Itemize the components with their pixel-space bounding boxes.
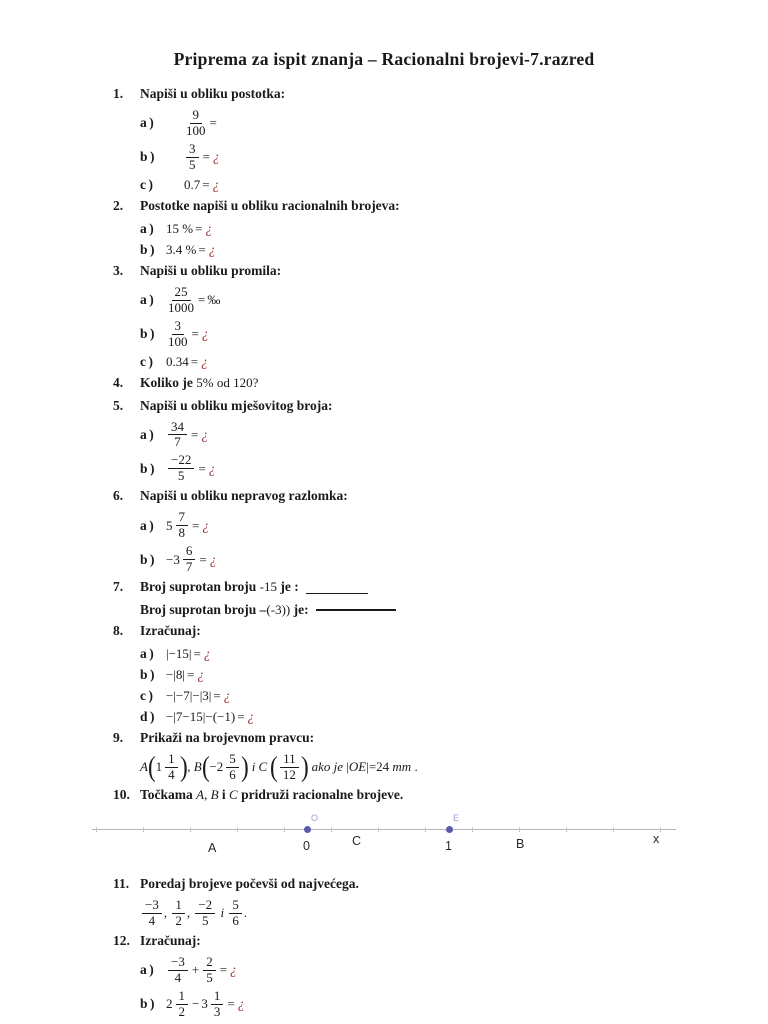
tick-mark: [190, 827, 191, 832]
mixed-number: [201, 988, 225, 1021]
unknown-mark: ¿: [208, 460, 216, 476]
math-expression: [140, 897, 247, 930]
problem-header: [113, 876, 738, 896]
denominator: 7: [185, 559, 193, 575]
text-run: Koliko je: [140, 374, 197, 390]
problem-header: [113, 86, 738, 106]
problem-text: [140, 488, 738, 504]
math-operator: =: [190, 353, 199, 369]
problem-number: 4.: [113, 374, 124, 390]
math-text: −|7−15|−(−1): [166, 709, 236, 724]
math-operator: +: [191, 962, 200, 978]
problem-item: [113, 730, 738, 784]
sub-item: [140, 543, 738, 576]
unknown-mark: ¿: [237, 996, 245, 1012]
text-run: Broj suprotan broju: [140, 579, 260, 594]
denominator: 8: [178, 525, 185, 541]
tick-mark: [143, 827, 144, 832]
problem-title-text: Izračunaj:: [140, 932, 201, 948]
numerator: −2: [195, 898, 215, 914]
math-text: .: [411, 759, 418, 775]
denominator: 4: [148, 912, 156, 928]
denominator: 5: [189, 156, 196, 172]
answer-blank: [306, 593, 368, 594]
whole-number: 5: [166, 517, 173, 533]
mixed-number: [166, 543, 197, 576]
sub-label: b): [140, 326, 158, 342]
math-operator: =: [192, 517, 200, 533]
math-variable: ako je: [308, 759, 347, 775]
mixed-number: [209, 751, 240, 784]
problem-item: [113, 398, 738, 486]
problem-header: [113, 263, 738, 283]
problem-text: [140, 86, 738, 102]
math-variable: mm: [392, 759, 412, 775]
problem-number: 12.: [113, 932, 130, 948]
problem-number: 2.: [113, 197, 124, 213]
math-expression: [166, 646, 211, 662]
problem-title-text: Prikaži na brojevnom pravcu:: [140, 730, 315, 745]
problem-number: 5.: [113, 397, 124, 413]
problem-item: [113, 787, 738, 807]
sub-item: [140, 419, 738, 452]
axis-letter-A: A: [208, 840, 217, 855]
math-expression: [184, 141, 220, 174]
problem-title-text: Poredaj brojeve počevši od najvećega.: [140, 875, 359, 891]
fraction: [168, 420, 187, 451]
unknown-mark: ¿: [247, 709, 255, 724]
math-operator: =: [199, 551, 207, 567]
open-paren: (: [201, 751, 210, 784]
tick-mark: [378, 827, 379, 832]
sub-item: [140, 600, 738, 620]
math-operator: =: [202, 176, 210, 192]
problem-text: [140, 398, 738, 414]
unknown-mark: ¿: [212, 176, 220, 192]
math-text: |=24: [366, 759, 393, 775]
math-operator: =: [198, 292, 206, 308]
numerator: 5: [229, 898, 242, 914]
sub-item: [140, 219, 738, 239]
sub-item: [140, 284, 738, 317]
math-operator: =: [195, 220, 203, 236]
numerator: 5: [226, 752, 239, 768]
math-text: ,: [163, 905, 171, 921]
fraction: [229, 898, 242, 929]
text-run: Točkama: [140, 786, 197, 802]
math-text: .: [243, 905, 248, 921]
sub-item: [140, 707, 738, 727]
math-expression: [166, 452, 215, 485]
sub-item: [140, 988, 738, 1021]
problem-item: [113, 933, 738, 1021]
denominator: 6: [229, 766, 236, 782]
math-text: 0.34: [166, 353, 189, 369]
numerator: 1: [172, 898, 185, 914]
mixed-number: [166, 509, 190, 542]
tick-mark: [331, 827, 332, 832]
problem-number: 9.: [113, 730, 124, 745]
problem-text: [140, 263, 738, 279]
math-expression: [166, 709, 254, 725]
problem-text: [140, 375, 738, 391]
tick-mark: [519, 827, 520, 832]
axis-number-0: 0: [303, 838, 310, 853]
problem-number: 11.: [113, 875, 130, 891]
sub-label: b): [140, 460, 158, 476]
math-operator: =: [209, 115, 217, 131]
problem-number: 10.: [113, 786, 130, 802]
math-operator: =: [202, 149, 210, 165]
sub-label: b): [140, 551, 158, 567]
tick-mark: [425, 827, 426, 832]
math-expression: [166, 242, 215, 258]
unknown-mark: ¿: [205, 220, 213, 236]
numerator: −3: [168, 955, 188, 971]
unknown-mark: ¿: [201, 326, 209, 342]
denominator: 5: [206, 969, 213, 985]
problem-text: [140, 933, 738, 949]
problem-number: 1.: [113, 86, 124, 101]
fraction: [168, 955, 188, 986]
math-operator: =: [193, 646, 201, 661]
fraction: [186, 108, 206, 139]
tick-mark: [613, 827, 614, 832]
problem-number: 8.: [113, 623, 124, 638]
problem-header: [113, 787, 738, 807]
math-expression: [166, 318, 209, 351]
problem-text: [140, 198, 738, 214]
sub-label: a): [140, 962, 157, 978]
unknown-mark: ¿: [202, 517, 210, 533]
sub-label: c): [140, 353, 156, 369]
sub-item: [140, 686, 738, 706]
math-text: |: [346, 759, 349, 775]
problem-item: [113, 263, 738, 372]
math-text: |−15|: [166, 646, 192, 661]
math-variable: A, B: [196, 786, 219, 802]
math-text: (-3)): [266, 602, 291, 617]
problem-header: [113, 488, 738, 508]
problem-text: [140, 730, 738, 746]
fraction: [211, 989, 224, 1020]
denominator: 4: [168, 766, 175, 782]
fraction: [168, 319, 188, 350]
problem-item: [113, 579, 738, 620]
denominator: 1000: [168, 299, 194, 315]
math-operator: =: [198, 460, 206, 476]
math-operator: =: [219, 962, 228, 978]
math-operator: =: [187, 667, 195, 682]
sub-item: [140, 240, 738, 260]
text-run: je :: [277, 579, 303, 594]
numerator: 1: [176, 989, 189, 1005]
numerator: 2: [203, 955, 216, 971]
numerator: 34: [168, 420, 187, 436]
parenthesized-group: [202, 751, 249, 784]
sub-label: a): [140, 646, 157, 661]
math-variable: i: [217, 905, 228, 921]
numerator: 6: [183, 544, 196, 560]
fraction: [176, 989, 189, 1020]
open-paren: (: [147, 751, 156, 784]
sub-label: b): [140, 241, 158, 257]
sub-item: [140, 141, 738, 174]
math-text: 3.4 %: [166, 241, 197, 257]
denominator: 6: [232, 912, 239, 928]
problem-title-text: Postotke napiši u obliku racionalnih brojeva:: [140, 197, 400, 213]
whole-number: −2: [209, 759, 224, 775]
math-variable: B: [193, 759, 202, 775]
whole-number: 3: [201, 996, 208, 1012]
axis-number-1: 1: [445, 838, 452, 853]
math-expression: [166, 284, 220, 317]
whole-number: −3: [166, 551, 180, 567]
sub-item: [140, 665, 738, 685]
denominator: 2: [175, 912, 182, 928]
sub-label: a): [140, 292, 157, 308]
denominator: 100: [168, 333, 188, 349]
math-expression: [140, 602, 396, 618]
point-dot-O: [304, 826, 311, 833]
fraction: [183, 544, 196, 575]
close-paren: ): [300, 751, 309, 784]
math-expression: [166, 954, 237, 987]
denominator: 100: [186, 122, 206, 138]
math-operator: =: [191, 326, 199, 342]
sub-label: a): [140, 426, 157, 442]
sub-label: c): [140, 688, 156, 703]
denominator: 12: [282, 766, 296, 782]
axis-letter-C: C: [352, 833, 362, 848]
fraction: [165, 752, 178, 783]
unknown-mark: ¿: [203, 646, 211, 661]
sub-item: [140, 352, 738, 372]
answer-blank: [316, 609, 396, 610]
problem-header: [113, 198, 738, 218]
unknown-mark: ¿: [212, 149, 220, 165]
math-expression: [166, 667, 204, 683]
axis-letter-x: x: [653, 831, 660, 846]
math-expression: [184, 107, 219, 140]
problem-title-text: Izračunaj:: [140, 623, 201, 638]
sub-item: [140, 175, 738, 195]
problem-header: [113, 398, 738, 418]
fraction: [280, 752, 299, 783]
math-text: 15 %: [166, 220, 194, 236]
text-run: je:: [290, 602, 312, 617]
sub-label: b): [140, 996, 158, 1012]
sub-item: [140, 107, 738, 140]
problem-header: [113, 933, 738, 953]
math-operator: −: [192, 996, 200, 1012]
problem-header: [113, 579, 738, 599]
fraction: [168, 285, 194, 316]
point-label-O: O: [311, 812, 319, 823]
problem-number: 3.: [113, 262, 124, 278]
number-line-axis: [92, 829, 676, 831]
problem-title-text: Napiši u obliku postotka:: [140, 86, 286, 101]
problem-header: [113, 623, 738, 643]
problem-item: [113, 876, 738, 930]
math-variable: OE: [348, 759, 367, 775]
math-text: 5% od 120?: [196, 374, 259, 390]
unknown-mark: ¿: [197, 667, 205, 682]
denominator: 5: [177, 468, 185, 484]
fraction: [226, 752, 239, 783]
math-variable: i C: [248, 759, 271, 775]
numerator: 3: [172, 319, 185, 335]
tick-mark: [96, 827, 97, 832]
mixed-number: [166, 988, 190, 1021]
sub-item: [140, 509, 738, 542]
numerator: −3: [142, 898, 162, 914]
tick-mark: [472, 827, 473, 832]
problem-item: [113, 198, 738, 260]
unknown-mark: ¿: [201, 426, 209, 442]
math-text: -15: [259, 579, 277, 594]
problem-header: [113, 375, 738, 395]
point-dot-E: [446, 826, 453, 833]
sub-item: [140, 751, 738, 784]
sub-item: [140, 897, 738, 930]
whole-number: 1: [155, 759, 163, 775]
fraction: [168, 453, 194, 484]
sub-label: b): [140, 667, 158, 682]
math-expression: [166, 688, 231, 704]
tick-mark: [284, 827, 285, 832]
denominator: 3: [213, 1003, 221, 1019]
numerator: 11: [280, 752, 299, 768]
parenthesized-group: [148, 751, 187, 784]
math-expression: [140, 751, 418, 784]
math-text: −|−7|−|3|: [166, 688, 212, 703]
close-paren: ): [179, 751, 188, 784]
fraction: [186, 142, 199, 173]
math-operator: =: [191, 426, 199, 442]
problem-item: [113, 623, 738, 727]
fraction: [203, 955, 216, 986]
unknown-mark: ¿: [208, 241, 216, 257]
math-text: ,: [187, 759, 194, 775]
tick-mark: [660, 827, 661, 832]
numerator: 1: [165, 752, 178, 768]
sub-item: [140, 452, 738, 485]
sub-label: b): [140, 149, 158, 165]
unknown-mark: ¿: [230, 962, 237, 978]
fraction: [176, 510, 189, 541]
math-expression: [166, 509, 209, 542]
denominator: 2: [178, 1003, 185, 1019]
sub-item: [140, 318, 738, 351]
problem-text: [140, 579, 738, 595]
axis-letter-B: B: [516, 836, 525, 851]
fraction: [195, 898, 215, 929]
sub-label: d): [140, 709, 158, 724]
sub-item: [140, 644, 738, 664]
point-label-E: E: [453, 812, 460, 823]
problem-number: 6.: [113, 488, 124, 504]
math-variable: A: [140, 759, 148, 775]
number-line: [0, 807, 768, 873]
math-text: −|8|: [166, 667, 186, 682]
denominator: 4: [174, 969, 182, 985]
close-paren: ): [240, 751, 249, 784]
problem-item: [113, 86, 738, 195]
numerator: 9: [190, 108, 203, 124]
text-run: Broj suprotan broju –: [140, 602, 267, 617]
sub-item: [140, 954, 738, 987]
parenthesized-group: [270, 751, 308, 784]
problem-title-text: Napiši u obliku nepravog razlomka:: [140, 488, 348, 504]
fraction: [142, 898, 162, 929]
numerator: 1: [211, 989, 224, 1005]
math-operator: =: [227, 996, 235, 1012]
mixed-number: [156, 751, 180, 784]
problem-title-text: Napiši u obliku promila:: [140, 262, 282, 278]
math-expression: [166, 543, 216, 576]
tick-mark: [237, 827, 238, 832]
numerator: 7: [176, 510, 189, 526]
problem-header: [113, 730, 738, 750]
problem-text: [140, 876, 738, 892]
problem-text: [140, 787, 738, 803]
problems-list: [0, 86, 768, 1021]
math-expression: [184, 177, 219, 193]
math-expression: [166, 354, 208, 370]
problem-title-text: Napiši u obliku mješovitog broja:: [140, 397, 333, 413]
math-text: ,: [186, 905, 194, 921]
sub-label: a): [140, 220, 157, 236]
sub-label: a): [140, 517, 157, 533]
math-operator: =: [198, 241, 206, 257]
numerator: 3: [186, 142, 199, 158]
math-text: ‰: [207, 292, 221, 308]
math-operator: =: [213, 688, 221, 703]
math-expression: [166, 988, 244, 1021]
unknown-mark: ¿: [201, 353, 208, 369]
math-operator: =: [237, 709, 245, 724]
text-run: pridruži racionalne brojeve.: [237, 786, 404, 802]
sub-label: c): [140, 176, 156, 192]
numerator: 25: [172, 285, 191, 301]
open-paren: (: [270, 751, 279, 784]
problem-item: [113, 375, 738, 395]
fraction: [172, 898, 185, 929]
numerator: −22: [168, 453, 194, 469]
sub-label: a): [140, 115, 157, 131]
text-run: i: [218, 786, 230, 802]
page-title: Priprema za ispit znanja – Racionalni brojevi-7.razred: [173, 49, 595, 69]
math-expression: [166, 221, 212, 237]
denominator: 5: [202, 912, 209, 928]
math-expression: [166, 419, 208, 452]
problem-text: [140, 623, 738, 639]
unknown-mark: ¿: [223, 688, 231, 703]
unknown-mark: ¿: [209, 551, 217, 567]
tick-mark: [566, 827, 567, 832]
math-text: 0.7: [184, 176, 201, 192]
problem-item: [113, 488, 738, 576]
problem-number: 7.: [113, 579, 124, 594]
whole-number: 2: [166, 996, 173, 1012]
math-variable: C: [229, 786, 238, 802]
denominator: 7: [174, 434, 181, 450]
